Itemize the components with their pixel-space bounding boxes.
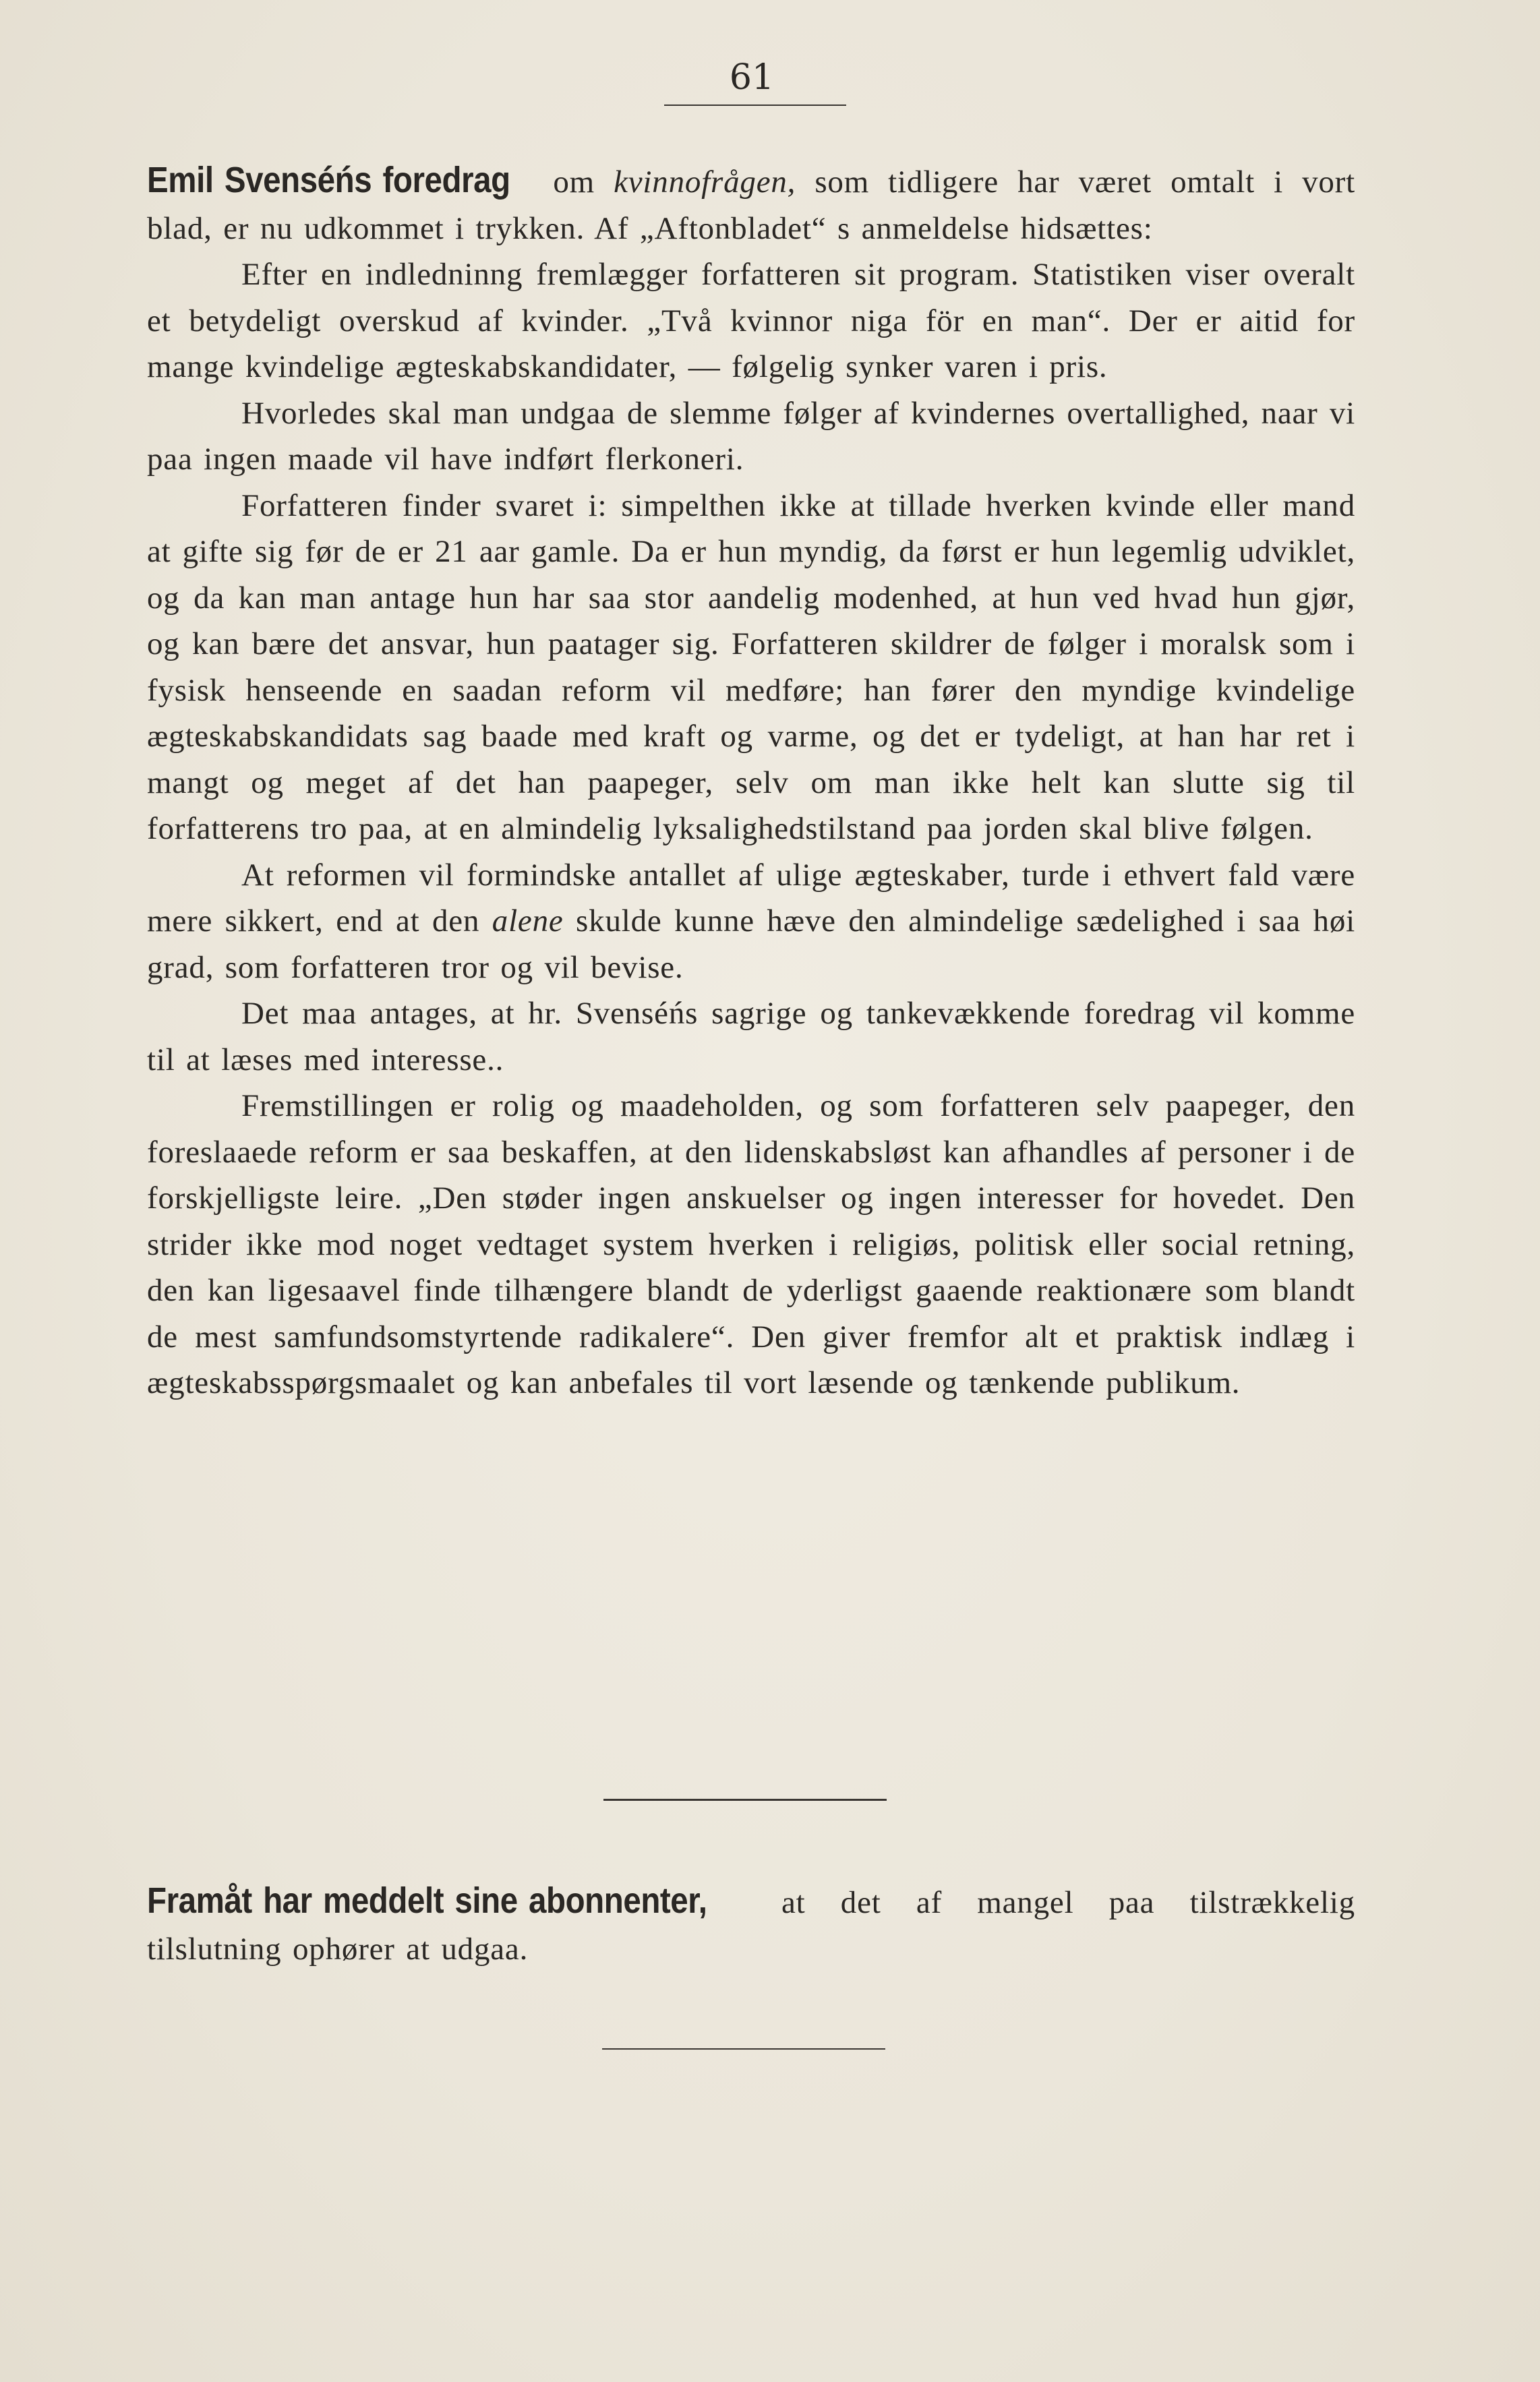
framat-text: at det af mangel paa tilstrækkelig tilslutning ophører at udgaa. [147, 1885, 1355, 1967]
paragraph-svaret: Forfatteren finder svaret i: simpelthen ikke at tillade hverken kvinde eller mand at gifte sig før de er 21 aar gamle. Da er hun myndig, da først er hun legemlig udviklet, og da kan man antage hun har saa stor aandelig modenhed, at hun ved hvad hun gjør, og kan bære det ansvar, hun paatager sig. Forfatteren skildrer de følger i moralsk som i fysisk henseende en saadan reform vil medføre; han fører den myndige kvindelige ægteskabskandidats sag baade med kraft og varme, og det er tydeligt, at han har ret i mangt og meget af det han paapeger, selv om man ikke helt kan slutte sig til forfatterens tro paa, at en almindelig lyksalighedstilstand paa jorden skal blive følgen. [147, 487, 1355, 846]
article-svensen-review [147, 157, 1355, 1406]
section-divider [603, 1799, 887, 1801]
paragraph-program: Efter en indledninng fremlægger forfatteren sit program. Statistiken viser overalt et betydeligt overskud af kvinder. „Två kvinnor niga för en man“. Der er aitid for mange kvindelige ægteskabskandidater, — følgelig synker varen i pris. [147, 257, 1355, 384]
page-number: 61 [729, 57, 775, 98]
framat-paragraph [147, 1878, 1355, 1972]
paragraph-reformen [147, 852, 1355, 991]
paragraph-fremstillingen: Fremstillingen er rolig og maadeholden, og som forfatteren selv paapeger, den foreslaaede reform er saa beskaffen, at den lidenskabsløst kan afhandles af personer i de forskjelligste leire. „Den støder ingen anskuelser og ingen interesser for hovedet. Den strider ikke mod noget vedtaget system hverken i religiøs, politisk eller social retning, den kan ligesaavel finde tilhængere blandt de yderligst gaaende reaktionære som blandt de mest samfundsomstyrtende radikalere“. Den giver fremfor alt et praktisk indlæg i ægteskabsspørgsmaalet og kan anbefales til vort læsende og tænkende publikum. [147, 1088, 1355, 1400]
page-number-rule [664, 105, 846, 106]
framat-lead-heading: Framåt har meddelt sine abonnenter, [147, 1880, 707, 1921]
reformen-text-pre: At reformen vil formindske antallet af ulige ægteskaber, turde i ethvert fald være mere sikkert, end at den [147, 857, 1355, 939]
article-framat-notice [147, 1878, 1355, 1972]
article-intro-paragraph [147, 157, 1355, 251]
intro-text-pre: om [534, 165, 614, 200]
paragraph-overtallighed: Hvorledes skal man undgaa de slemme følger af kvindernes overtallighed, naar vi paa ingen maade vil have indført flerkoneri. [147, 395, 1355, 477]
intro-text-post: som tidligere har været omtalt i vort blad, er nu udkommet i trykken. Af „Aftonbladet“ s anmeldelse hidsættes: [147, 165, 1355, 246]
reformen-italic-alene: alene [492, 903, 564, 939]
reformen-text-post: skulde kunne hæve den almindelige sædelighed i saa høi grad, som forfatteren tror og vil bevise. [147, 903, 1355, 985]
intro-italic-title: kvinnofrågen, [614, 165, 796, 200]
article-lead-heading: Emil Svenséńs foredrag [147, 160, 510, 200]
end-divider [602, 2048, 885, 2050]
paragraph-interesse: Det maa antages, at hr. Svenséńs sagrige og tankevækkende foredrag vil komme til at læses med interesse.. [147, 996, 1355, 1077]
